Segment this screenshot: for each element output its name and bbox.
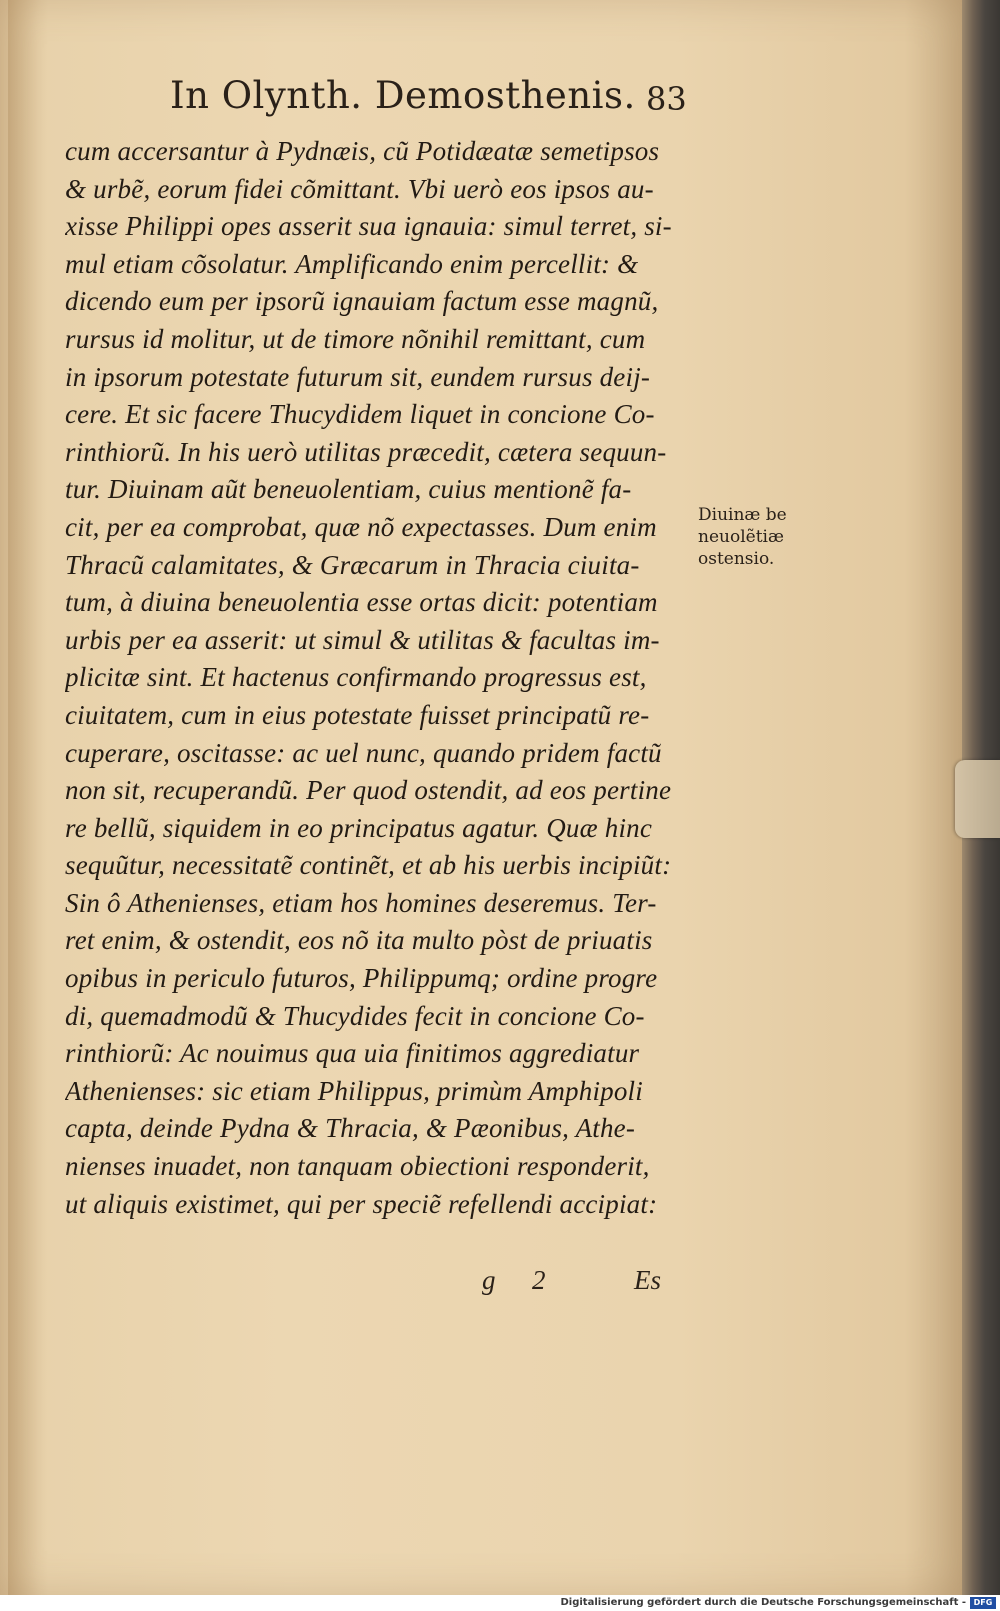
text-line: Sin ô Athenienses, etiam hos homines deseremus. Ter-: [65, 887, 657, 918]
text-line: cere. Et sic facere Thucydidem liquet in concione Co-: [65, 399, 655, 430]
dfg-logo-icon: DFG: [970, 1597, 996, 1609]
text-line: rursus id molitur, ut de timore nõnihil remittant, cum: [65, 323, 646, 354]
text-line: re bellũ, siquidem in eo principatus agatur. Quæ hinc: [65, 812, 653, 843]
marginal-note-line: neuolẽtiæ: [698, 527, 784, 547]
text-line: ret enim, & ostendit, eos nõ ita multo pòst de priuatis: [65, 925, 653, 956]
text-line: tur. Diuinam aũt beneuolentiam, cuius mentionẽ fa-: [65, 474, 632, 505]
text-line: cum accersantur à Pydnæis, cũ Potidæatæ semetipsos: [65, 136, 660, 166]
signature-mark: g: [482, 1265, 496, 1295]
digitization-credit: Digitalisierung gefördert durch die Deutsche Forschungsgemeinschaft -: [560, 1597, 966, 1608]
page-tab-marker: [955, 760, 1000, 838]
text-line: Thracũ calamitates, & Græcarum in Thracia ciuita-: [65, 549, 640, 580]
catchword: Es: [634, 1265, 661, 1295]
text-line: cit, per ea comprobat, quæ nõ expectasses. Dum enim: [65, 511, 657, 542]
marginal-note: [698, 504, 808, 570]
text-line: urbis per ea asserit: ut simul & utilitas & facultas im-: [65, 624, 660, 655]
text-line: dicendo eum per ipsorũ ignauiam factum esse magnũ,: [65, 286, 659, 317]
text-line: opibus in periculo futuros, Philippumq; ordine progre: [65, 963, 658, 994]
text-line: ut aliquis existimet, qui per speciẽ refellendi accipiat:: [65, 1188, 658, 1219]
text-line: & urbẽ, eorum fidei cõmittant. Vbi uerò eos ipsos au-: [65, 173, 654, 204]
text-line: capta, deinde Pydna & Thracia, & Pæonibus, Athe-: [65, 1113, 636, 1144]
text-line: tum, à diuina beneuolentia esse ortas dicit: potentiam: [65, 587, 658, 618]
text-line: mul etiam cõsolatur. Amplificando enim percellit: &: [65, 248, 639, 279]
gutter-stain: [8, 0, 48, 1595]
text-line: nienses inuadet, non tanquam obiectioni responderit,: [65, 1151, 650, 1182]
signature-number: 2: [532, 1265, 546, 1295]
text-line: in ipsorum potestate futurum sit, eundem rursus deij-: [65, 361, 651, 392]
text-line: sequũtur, necessitatẽ continẽt, et ab his uerbis incipiũt:: [65, 850, 672, 881]
text-line: non sit, recuperandũ. Per quod ostendit, ad eos pertine: [65, 775, 672, 806]
page-number: 83: [646, 80, 687, 118]
text-line: di, quemadmodũ & Thucydides fecit in concione Co-: [65, 1000, 645, 1031]
text-line: Athenienses: sic etiam Philippus, primùm Amphipoli: [65, 1075, 643, 1106]
text-line: rinthiorũ: Ac nouimus qua uia finitimos aggrediatur: [65, 1038, 640, 1069]
text-line: xisse Philippi opes asserit sua ignauia: simul terret, si-: [65, 211, 672, 242]
marginal-note-line: Diuinæ be: [698, 505, 787, 525]
running-head-title: In Olynth. Demosthenis.: [170, 74, 636, 117]
text-line: rinthiorũ. In his uerò utilitas præcedit, cætera sequun-: [65, 436, 667, 467]
text-line: ciuitatem, cum in eius potestate fuisset principatũ re-: [65, 699, 650, 730]
text-line: plicitæ sint. Et hactenus confirmando progressus est,: [65, 662, 647, 693]
main-text-block: [65, 133, 695, 1223]
text-line: cuperare, oscitasse: ac uel nunc, quando pridem factũ: [65, 737, 662, 768]
marginal-note-line: ostensio.: [698, 549, 775, 569]
